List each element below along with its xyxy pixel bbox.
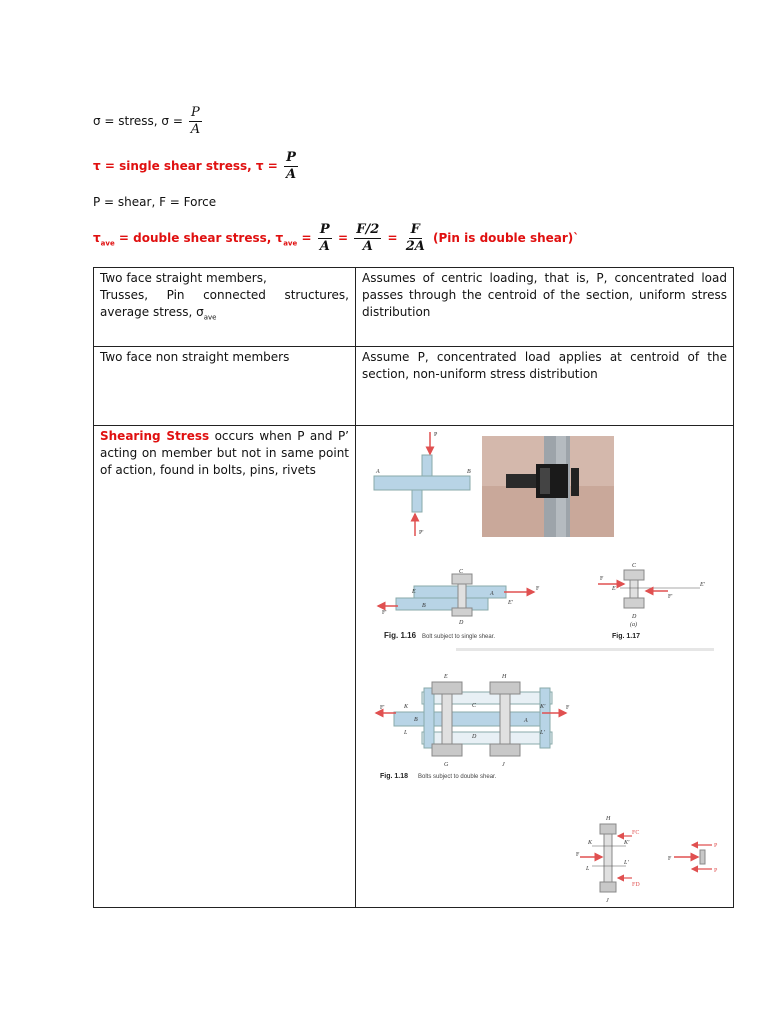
shear-figures bbox=[356, 426, 734, 908]
fig-1-16-number: Fig. 1.16 bbox=[384, 631, 417, 640]
cell-text: Two face straight members, bbox=[100, 271, 267, 285]
label-J-118: J bbox=[502, 762, 505, 768]
label-Ep-117: E' bbox=[700, 582, 705, 588]
stress-fraction bbox=[189, 105, 202, 138]
label-J-fb: J bbox=[606, 898, 609, 904]
pin-note: (Pin is double shear)` bbox=[433, 231, 580, 245]
equals: = bbox=[337, 231, 349, 245]
table-row bbox=[94, 268, 734, 347]
label-Kp-118: K' bbox=[540, 704, 546, 710]
cell-text: occurs when P and P’ acting on member but not in same point of action, found in bolts, pins, rivets bbox=[100, 429, 349, 477]
equals: = bbox=[387, 231, 398, 245]
label-G-118: G bbox=[444, 762, 449, 768]
label-Fp: F' bbox=[382, 610, 387, 616]
equals: = bbox=[301, 231, 312, 245]
frac-numerator: P bbox=[319, 222, 330, 237]
table-cell bbox=[356, 268, 734, 347]
label-D-118: D bbox=[472, 734, 477, 740]
cell-text: Assume P, concentrated load applies at centroid of the section, non-uniform stress distribution bbox=[362, 350, 727, 381]
label-D: D bbox=[459, 620, 464, 626]
table-cell bbox=[94, 347, 356, 426]
label-E-117: E bbox=[612, 586, 616, 592]
label-B-118: B bbox=[414, 717, 418, 723]
frac-denominator: A bbox=[362, 239, 373, 254]
label-F: F bbox=[536, 586, 540, 592]
label-B-116: B bbox=[422, 603, 426, 609]
fig-1-17-sub: (a) bbox=[630, 622, 637, 628]
fig-1-18-diagram bbox=[376, 674, 570, 768]
double-shear-text: = double shear stress, bbox=[118, 231, 272, 245]
stress-table bbox=[93, 267, 734, 908]
stress-equation-text: σ = stress, σ = bbox=[93, 114, 183, 128]
label-D-117: D bbox=[632, 614, 637, 620]
label-K-fb: K bbox=[588, 840, 593, 846]
double-shear-equation bbox=[93, 222, 579, 255]
bolt-photo bbox=[482, 436, 614, 537]
fig-1-16-diagram bbox=[378, 569, 540, 626]
frac-numerator: P bbox=[286, 150, 296, 165]
label-C-118: C bbox=[472, 703, 477, 709]
shear-force-text: P = shear, F = Force bbox=[93, 195, 217, 209]
label-F-fb2: F bbox=[668, 856, 672, 862]
label-H-fb: H bbox=[606, 816, 611, 822]
label-Fp-118: F' bbox=[380, 705, 385, 711]
label-Lp-118: L' bbox=[540, 730, 545, 736]
plate-diagram bbox=[374, 432, 471, 536]
tau-subscript: ave bbox=[100, 239, 115, 248]
single-shear-text: τ = single shear stress, τ = bbox=[93, 159, 278, 173]
label-Lp-fb: L' bbox=[624, 860, 629, 866]
frac-numerator: F bbox=[410, 222, 420, 237]
label-F-117: F bbox=[600, 576, 604, 582]
label-P: P bbox=[434, 432, 438, 438]
fig-1-18-caption: Bolts subject to double shear. bbox=[418, 774, 497, 780]
cell-text: Two face non straight members bbox=[100, 350, 290, 364]
label-FD-fb: FD bbox=[632, 882, 640, 888]
single-shear-fraction bbox=[284, 150, 298, 183]
cell-text: Trusses, Pin connected structures, average stress, σ bbox=[100, 288, 349, 319]
bolt-freebody-diagram bbox=[576, 816, 718, 904]
single-shear-equation bbox=[93, 150, 300, 183]
frac-numerator: P bbox=[191, 105, 200, 120]
label-A-116: A bbox=[490, 591, 494, 597]
fraction-1 bbox=[318, 222, 332, 255]
stress-equation bbox=[93, 105, 204, 138]
label-P-fb2b: P bbox=[714, 868, 718, 874]
label-F-fb: F bbox=[576, 852, 580, 858]
label-F-118: F bbox=[566, 705, 570, 711]
label-Kp-fb: K' bbox=[624, 840, 630, 846]
shearing-stress-term: Shearing Stress bbox=[100, 429, 210, 443]
label-Ep: E' bbox=[508, 600, 513, 606]
label-C: C bbox=[459, 569, 464, 575]
fig-1-17-diagram bbox=[598, 563, 706, 628]
shear-force-definition bbox=[93, 195, 216, 209]
table-cell bbox=[94, 268, 356, 347]
frac-denominator: 2A bbox=[405, 239, 425, 254]
fig-1-17-number: Fig. 1.17 bbox=[612, 633, 641, 640]
frac-denominator: A bbox=[319, 239, 330, 254]
label-Fp-117: F' bbox=[668, 594, 673, 600]
tau-symbol-2: τ bbox=[275, 231, 284, 245]
label-P-fb2a: P bbox=[714, 843, 718, 849]
table-row bbox=[94, 347, 734, 426]
fig-1-16-caption: Bolt subject to single shear. bbox=[422, 634, 496, 640]
tau-subscript-2: ave bbox=[283, 239, 298, 248]
label-B: B bbox=[467, 469, 471, 475]
label-A: A bbox=[376, 469, 380, 475]
label-H-118: H bbox=[502, 674, 507, 680]
label-FC-fb: FC bbox=[632, 830, 640, 836]
cell-text: Assumes of centric loading, that is, P, concentrated load passes through the centroid of the section, uniform stress distribution bbox=[362, 271, 727, 319]
label-L-fb: L bbox=[586, 866, 590, 872]
fraction-3 bbox=[404, 222, 427, 255]
tau-symbol: τ bbox=[93, 231, 101, 245]
label-L-118: L bbox=[404, 730, 408, 736]
label-K-118: K bbox=[404, 704, 409, 710]
frac-numerator: F/2 bbox=[356, 222, 380, 237]
fraction-2 bbox=[354, 222, 381, 255]
label-Pp: P' bbox=[419, 530, 424, 536]
label-C-117: C bbox=[632, 563, 637, 569]
label-A-118: A bbox=[524, 718, 528, 724]
frac-denominator: A bbox=[285, 167, 297, 182]
table-cell bbox=[356, 347, 734, 426]
fig-1-18-number: Fig. 1.18 bbox=[380, 773, 409, 780]
table-row bbox=[94, 426, 734, 908]
frac-denominator: A bbox=[190, 122, 201, 137]
figure-cell bbox=[356, 426, 734, 908]
table-cell bbox=[94, 426, 356, 908]
label-E-118: E bbox=[444, 674, 448, 680]
sigma-subscript: ave bbox=[203, 313, 217, 322]
label-E: E bbox=[412, 589, 416, 595]
